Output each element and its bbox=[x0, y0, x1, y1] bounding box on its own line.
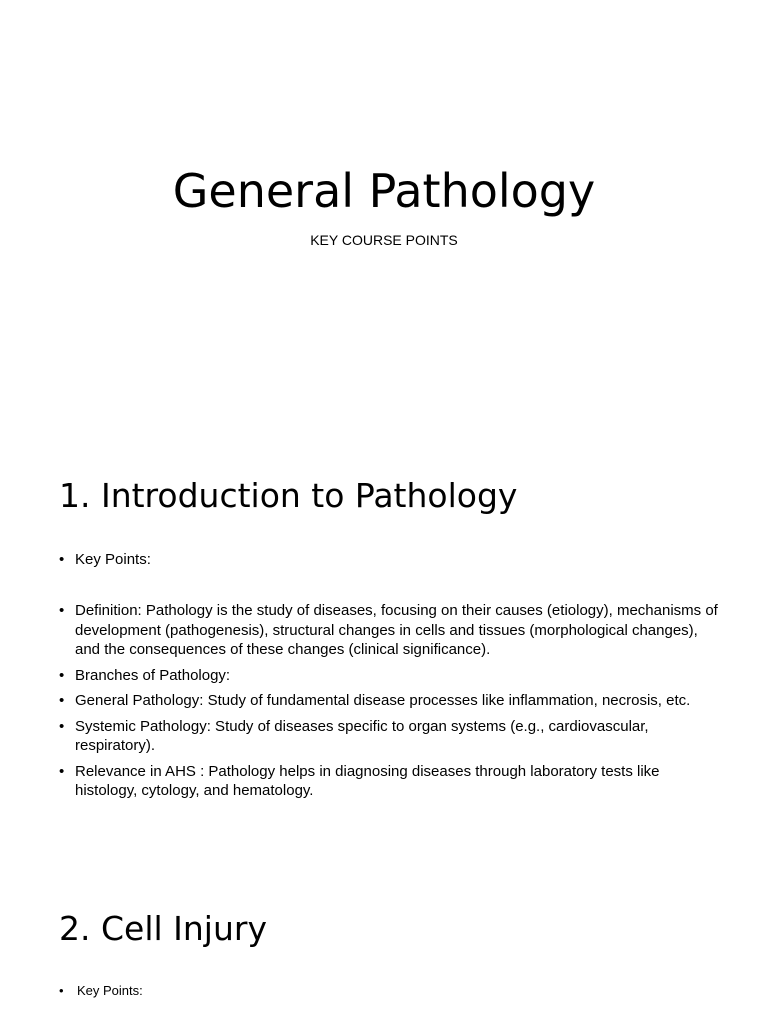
bullet-icon: • bbox=[59, 602, 65, 619]
list-item bbox=[59, 982, 719, 1000]
list-item-text: Branches of Pathology: bbox=[75, 666, 231, 684]
bullet-icon: • bbox=[59, 551, 65, 568]
cell-injury-key-points-list bbox=[59, 982, 719, 1000]
list-item-text: Key Points: bbox=[75, 551, 151, 568]
bullet-icon: • bbox=[59, 717, 65, 735]
section-heading-cell-injury: 2. Cell Injury bbox=[59, 909, 267, 948]
list-item bbox=[59, 550, 719, 570]
document-subtitle: KEY COURSE POINTS bbox=[310, 232, 458, 248]
document-title: General Pathology bbox=[172, 164, 596, 218]
bullet-icon: • bbox=[59, 983, 64, 998]
list-item bbox=[59, 691, 719, 711]
bullet-icon: • bbox=[59, 692, 65, 709]
introduction-bullet-list bbox=[59, 601, 719, 807]
list-item bbox=[59, 666, 719, 686]
list-item-text: Definition: Pathology is the study of diseases, focusing on their causes (etiology), mechanisms of development (pathogenesis), structural changes in cells and tissues (morphological changes), and the consequences of these changes (clinical significance). bbox=[75, 602, 718, 658]
list-item-text: Relevance in AHS : Pathology helps in diagnosing diseases through laboratory tests like histology, cytology, and hematology. bbox=[75, 762, 660, 799]
section-heading-introduction: 1. Introduction to Pathology bbox=[59, 476, 518, 515]
list-item bbox=[59, 762, 719, 801]
list-item bbox=[59, 717, 719, 756]
list-item bbox=[59, 601, 719, 660]
intro-key-points-list bbox=[59, 550, 719, 570]
list-item-text: General Pathology: Study of fundamental disease processes like inflammation, necrosis, etc. bbox=[75, 692, 691, 709]
list-item-text: Key Points: bbox=[77, 983, 143, 998]
bullet-icon: • bbox=[59, 762, 65, 780]
list-item-text: Systemic Pathology: Study of diseases specific to organ systems (e.g., cardiovascular, respiratory). bbox=[75, 717, 649, 754]
bullet-icon: • bbox=[59, 666, 65, 684]
